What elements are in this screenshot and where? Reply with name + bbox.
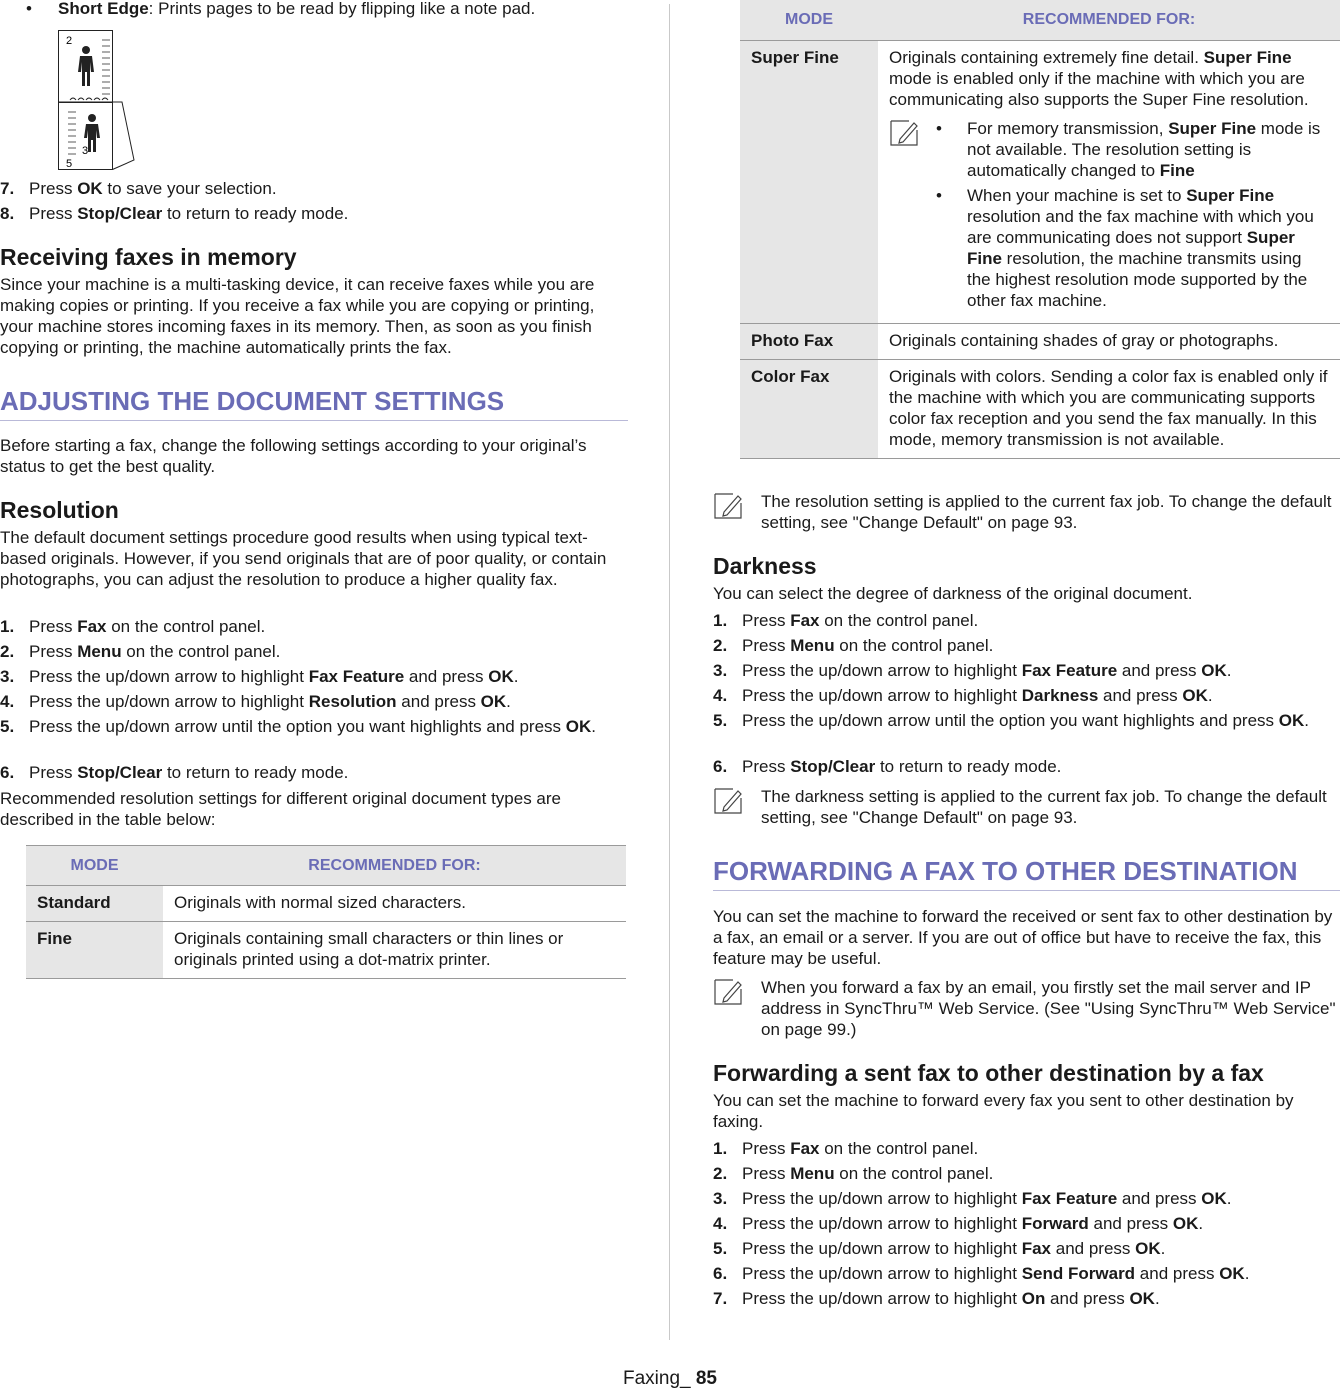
note-pencil-icon bbox=[713, 979, 743, 1005]
res-step: 3. Press the up/down arrow to highlight Fax Feature and press OK. bbox=[0, 667, 519, 686]
resolution-table-right bbox=[740, 0, 1340, 459]
fwd-step: 4. Press the up/down arrow to highlight Forward and press OK. bbox=[713, 1214, 1204, 1233]
fwd-step: 3. Press the up/down arrow to highlight Fax Feature and press OK. bbox=[713, 1189, 1232, 1208]
heading-darkness: Darkness bbox=[713, 553, 817, 579]
fwd-step: 5. Press the up/down arrow to highlight Fax and press OK. bbox=[713, 1239, 1166, 1258]
note-forward-email: When you forward a fax by an email, you firstly set the mail server and IP address in SyncThru™ Web Service. (See "Using SyncThru™ Web Service" on page 99.) bbox=[713, 977, 1340, 1040]
res-step: 6. Press Stop/Clear to return to ready mode. bbox=[0, 763, 349, 782]
table-head-recommended: RECOMMENDED FOR: bbox=[878, 0, 1340, 40]
super-fine-note: • For memory transmission, Super Fine mode is not available. The resolution setting is automatically changed to Fine • When your machine is set to Super Fine resolution and the fax machine with which you are communicating does not support Super Fine resolution, the machine transmits using the highest resolution mode supported by the other fax machine. bbox=[889, 118, 1329, 311]
adjusting-paragraph: Before starting a fax, change the following settings according to your original’s status to get the best quality. bbox=[0, 436, 587, 476]
dark-step: 6. Press Stop/Clear to return to ready mode. bbox=[713, 757, 1062, 776]
note-pencil-icon bbox=[713, 788, 743, 814]
figure-page-mid-number: 3 bbox=[82, 145, 89, 157]
table-row: Fine Originals containing small characters or thin lines or originals printed using a dot-matrix printer. bbox=[26, 922, 626, 979]
table-row-photo-fax: Photo Fax Originals containing shades of gray or photographs. bbox=[740, 323, 1340, 359]
note-pencil-icon bbox=[713, 493, 743, 519]
res-step: 1. Press Fax on the control panel. bbox=[0, 617, 266, 636]
bullet-short-edge: • Short Edge: Prints pages to be read by flipping like a note pad. bbox=[0, 0, 628, 19]
figure-page-top-number: 2 bbox=[66, 35, 73, 47]
step-8-stop: 8. Press Stop/Clear to return to ready mode. bbox=[0, 204, 349, 223]
figure-page-bottom-number: 5 bbox=[66, 158, 73, 170]
page-number: 85 bbox=[695, 1368, 717, 1389]
receiving-paragraph: Since your machine is a multi-tasking device, it can receive faxes while you are making copies or printing. If you receive a fax while you are copying or printing, your machine stores incoming faxes in its memory. Then, as soon as you finish copying or printing, the machine automatically prints the fax. bbox=[0, 275, 595, 357]
bullet-dot: • bbox=[26, 0, 32, 18]
res-step: 2. Press Menu on the control panel. bbox=[0, 642, 281, 661]
sent-paragraph: You can set the machine to forward every fax you sent to other destination by faxing. bbox=[713, 1091, 1294, 1131]
dark-step: 2. Press Menu on the control panel. bbox=[713, 636, 994, 655]
page-footer: Faxing_ 85 bbox=[622, 1368, 717, 1389]
dark-step: 3. Press the up/down arrow to highlight Fax Feature and press OK. bbox=[713, 661, 1232, 680]
dark-step: 5. Press the up/down arrow until the option you want highlights and press OK. bbox=[713, 711, 1309, 730]
darkness-paragraph: You can select the degree of darkness of the original document. bbox=[713, 584, 1193, 603]
column-divider bbox=[669, 4, 670, 1340]
dark-step: 4. Press the up/down arrow to highlight Darkness and press OK. bbox=[713, 686, 1213, 705]
resolution-paragraph: The default document settings procedure good results when using typical text-based originals. However, if you send originals that are of poor quality, or contain photographs, you can adjust the resolution to produce a higher quality fax. bbox=[0, 528, 607, 589]
heading-resolution: Resolution bbox=[0, 497, 119, 523]
res-step: 4. Press the up/down arrow to highlight Resolution and press OK. bbox=[0, 692, 511, 711]
note-pencil-icon bbox=[889, 120, 919, 146]
table-head-recommended: RECOMMENDED FOR: bbox=[163, 846, 626, 886]
heading-forwarding-fax: FORWARDING A FAX TO OTHER DESTINATION bbox=[713, 856, 1340, 891]
recommended-paragraph: Recommended resolution settings for different original document types are described in the table below: bbox=[0, 789, 561, 829]
forwarding-paragraph: You can set the machine to forward the received or sent fax to other destination by a fax, an email or a server. If you are out of office but have to receive the fax, this feature may be useful. bbox=[713, 907, 1333, 968]
heading-adjusting-document-settings: ADJUSTING THE DOCUMENT SETTINGS bbox=[0, 386, 628, 421]
resolution-table-left bbox=[26, 845, 626, 979]
res-step: 5. Press the up/down arrow until the option you want highlights and press OK. bbox=[0, 717, 596, 736]
short-edge-binding-figure bbox=[58, 30, 140, 170]
table-row: Standard Originals with normal sized characters. bbox=[26, 886, 626, 922]
note-darkness: The darkness setting is applied to the current fax job. To change the default setting, see "Change Default" on page 93. bbox=[713, 786, 1340, 828]
dark-step: 1. Press Fax on the control panel. bbox=[713, 611, 979, 630]
table-row-color-fax: Color Fax Originals with colors. Sending a color fax is enabled only if the machine with which you are communicating supports color fax reception and you send the fax manually. In this mode, memory transmission is not available. bbox=[740, 359, 1340, 458]
fwd-step: 6. Press the up/down arrow to highlight Send Forward and press OK. bbox=[713, 1264, 1250, 1283]
table-row-super-fine: Super Fine Originals containing extremely fine detail. Super Fine mode is enabled only if the machine with which you are communicating also supports the Super Fine resolution. • For memory transmission, Super Fine mode is not available. The resolution setting is automatically changed to Fine • When your machine is set to Super Fine resolution and the fax machine with which you are communicating does not support Super Fine resolution, the machine transmits using the highest resolution mode supported by the other fax machine. bbox=[740, 40, 1340, 323]
note-resolution: The resolution setting is applied to the current fax job. To change the default setting, see "Change Default" on page 93. bbox=[713, 491, 1340, 533]
heading-forwarding-sent-fax: Forwarding a sent fax to other destination by a fax bbox=[713, 1060, 1264, 1086]
step-7-save: 7. Press OK to save your selection. bbox=[0, 179, 277, 198]
table-head-mode: MODE bbox=[26, 846, 163, 886]
table-head-mode: MODE bbox=[740, 0, 878, 40]
fwd-step: 1. Press Fax on the control panel. bbox=[713, 1139, 979, 1158]
heading-receiving-faxes: Receiving faxes in memory bbox=[0, 244, 297, 270]
fwd-step: 7. Press the up/down arrow to highlight On and press OK. bbox=[713, 1289, 1160, 1308]
fwd-step: 2. Press Menu on the control panel. bbox=[713, 1164, 994, 1183]
